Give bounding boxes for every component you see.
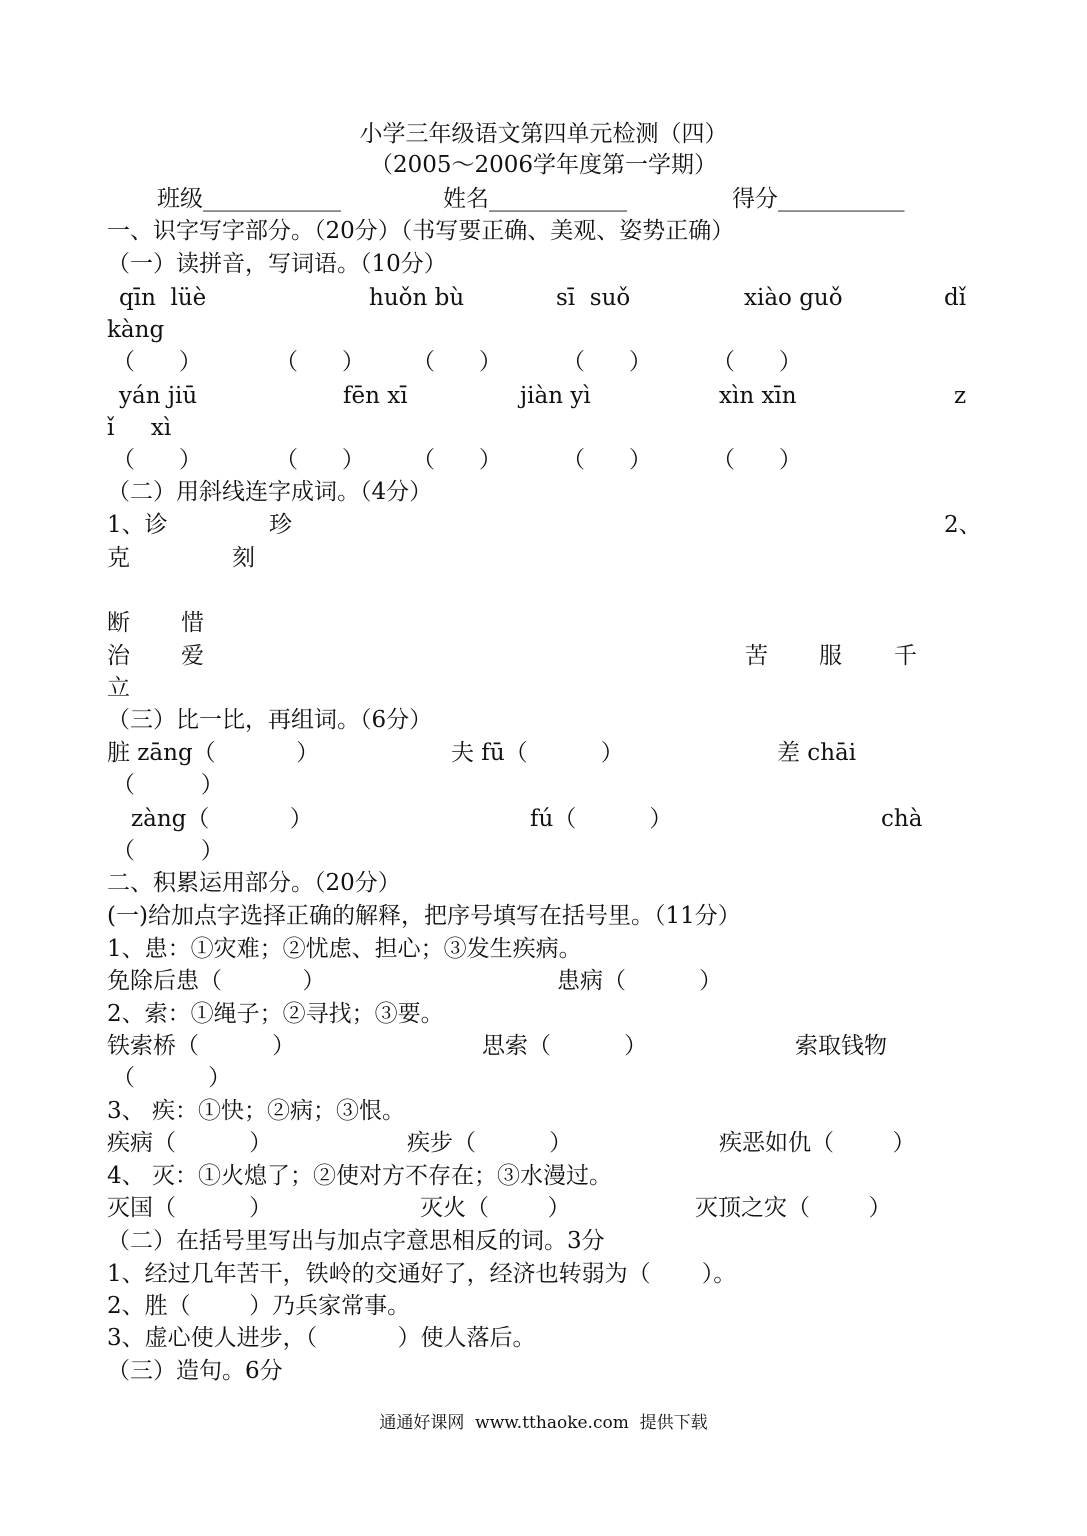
question-item: 灭国（ ） bbox=[107, 1195, 273, 1221]
subsection-heading: （一）读拼音，写词语。（10分） bbox=[107, 251, 447, 277]
answer-blank[interactable]: （ ） bbox=[112, 772, 224, 798]
question: 1、患：①灾难；②忧虑、担心；③发生疾病。 bbox=[107, 936, 582, 962]
pinyin: kàng bbox=[107, 317, 165, 343]
match-char: 惜 bbox=[181, 610, 204, 636]
question: 3、 疾：①快；②病；③恨。 bbox=[107, 1098, 405, 1124]
answer-blank[interactable]: （ ） bbox=[275, 447, 365, 473]
class-field: 班级____________ bbox=[157, 186, 341, 212]
question: 2、胜（ ）乃兵家常事。 bbox=[107, 1293, 411, 1319]
question-item: 疾恶如仇（ ） bbox=[719, 1130, 916, 1156]
question-item: 疾步（ ） bbox=[407, 1130, 573, 1156]
answer-blank[interactable]: （ ） bbox=[562, 447, 652, 473]
question-item: 免除后患（ ） bbox=[107, 968, 326, 994]
pinyin: yán jiū bbox=[119, 383, 198, 409]
answer-blank[interactable]: （ ） bbox=[275, 349, 365, 375]
question-item: 患病（ ） bbox=[557, 968, 723, 994]
pinyin: dǐ bbox=[944, 285, 967, 311]
answer-blank[interactable]: （ ） bbox=[112, 447, 202, 473]
question-item: 疾病（ ） bbox=[107, 1130, 273, 1156]
pinyin: xìn xīn bbox=[719, 383, 797, 409]
match-char: 克 bbox=[107, 545, 130, 571]
question-item: 灭顶之灾（ ） bbox=[695, 1195, 892, 1221]
answer-blank[interactable]: （ ） bbox=[412, 349, 502, 375]
page-footer: 通通好课网 www.tthaoke.com 提供下载 bbox=[379, 1413, 708, 1433]
answer-blank[interactable]: （ ） bbox=[112, 349, 202, 375]
question: 3、虚心使人进步，（ ）使人落后。 bbox=[107, 1325, 536, 1351]
question: 2、索：①绳子；②寻找；③要。 bbox=[107, 1001, 444, 1027]
score-field: 得分___________ bbox=[732, 186, 905, 212]
pinyin: huǒn bù bbox=[369, 285, 465, 311]
pinyin: fēn xī bbox=[343, 383, 408, 409]
question-item: 索取钱物 bbox=[795, 1033, 887, 1059]
match-char: 苦 bbox=[745, 643, 768, 669]
question: 1、经过几年苦干，铁岭的交通好了，经济也转弱为（ ）。 bbox=[107, 1261, 737, 1287]
match-char: 2、 bbox=[944, 512, 982, 538]
answer-blank[interactable]: （ ） bbox=[112, 1065, 232, 1091]
match-char: 治 bbox=[107, 643, 130, 669]
pinyin: qīn lüè bbox=[119, 285, 207, 311]
answer-blank[interactable]: （ ） bbox=[562, 349, 652, 375]
pinyin: z bbox=[954, 383, 967, 409]
compare-item: chà bbox=[881, 806, 923, 832]
match-char: 服 bbox=[819, 643, 842, 669]
compare-item: fú（ ） bbox=[530, 806, 673, 832]
pinyin: xiào guǒ bbox=[744, 285, 843, 311]
question-item: 思索（ ） bbox=[482, 1033, 648, 1059]
section-heading: 二、积累运用部分。（20分） bbox=[107, 870, 401, 896]
compare-item: 差 chāi bbox=[777, 740, 857, 766]
pinyin: jiàn yì bbox=[520, 383, 591, 409]
subsection-heading: （二）用斜线连字成词。（4分） bbox=[107, 479, 433, 505]
pinyin: sī suǒ bbox=[556, 285, 631, 311]
subsection-heading: （三）比一比，再组词。（6分） bbox=[107, 707, 433, 733]
match-char: 1、诊 bbox=[107, 512, 168, 538]
match-char: 断 bbox=[107, 610, 130, 636]
pinyin: ǐ xì bbox=[107, 415, 172, 441]
answer-blank[interactable]: （ ） bbox=[712, 447, 802, 473]
page-title: 小学三年级语文第四单元检测（四） bbox=[359, 121, 728, 147]
subsection-heading: (一)给加点字选择正确的解释，把序号填写在括号里。（11分） bbox=[107, 903, 741, 929]
compare-item: 脏 zāng（ ） bbox=[107, 740, 320, 766]
answer-blank[interactable]: （ ） bbox=[712, 349, 802, 375]
question-item: 铁索桥（ ） bbox=[107, 1033, 296, 1059]
question-item: 灭火（ ） bbox=[420, 1195, 571, 1221]
compare-item: zàng（ ） bbox=[131, 806, 313, 832]
section-heading: 一、识字写字部分。（20分）（书写要正确、美观、姿势正确） bbox=[107, 218, 735, 244]
subsection-heading: （二）在括号里写出与加点字意思相反的词。3分 bbox=[107, 1228, 605, 1254]
match-char: 刻 bbox=[232, 545, 255, 571]
match-char: 珍 bbox=[269, 512, 292, 538]
answer-blank[interactable]: （ ） bbox=[412, 447, 502, 473]
match-char: 立 bbox=[107, 675, 130, 701]
match-char: 千 bbox=[894, 643, 917, 669]
page-subtitle: （2005～2006学年度第一学期） bbox=[369, 152, 718, 178]
question: 4、 灭：①火熄了；②使对方不存在；③水漫过。 bbox=[107, 1163, 612, 1189]
match-char: 爱 bbox=[181, 643, 204, 669]
name-field: 姓名____________ bbox=[443, 186, 627, 212]
subsection-heading: （三）造句。6分 bbox=[107, 1358, 283, 1384]
answer-blank[interactable]: （ ） bbox=[112, 838, 224, 864]
compare-item: 夫 fū（ ） bbox=[451, 740, 624, 766]
